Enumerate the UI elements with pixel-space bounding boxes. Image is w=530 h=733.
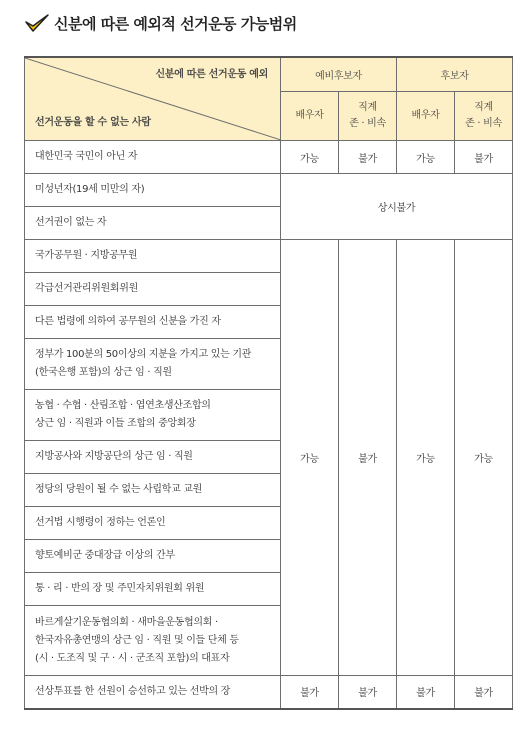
row-label: 선거법 시행령이 정하는 언론인 <box>25 507 281 540</box>
row-label: 향토예비군 중대장급 이상의 간부 <box>25 540 281 573</box>
row-label: 미성년자(19세 미만의 자) <box>25 174 281 207</box>
merged-value-3: 가능 <box>397 240 455 676</box>
row-label: 농협 · 수협 · 산림조합 · 엽연초생산조합의 상근 임 · 직원과 이들 조합의 중앙회장 <box>25 390 281 441</box>
table-row <box>25 141 513 174</box>
row-label: 정부가 100분의 50이상의 지분을 가지고 있는 기관 (한국은행 포함)의 상근 임 · 직원 <box>25 339 281 390</box>
merged-always-prohibited: 상시불가 <box>281 174 513 240</box>
cell-value: 불가 <box>455 676 513 709</box>
header-lineal-1: 직계 존 · 비속 <box>339 92 397 141</box>
row-label: 지방공사와 지방공단의 상근 임 · 직원 <box>25 441 281 474</box>
table-row <box>25 240 513 273</box>
row-label: 대한민국 국민이 아닌 자 <box>25 141 281 174</box>
cell-value: 불가 <box>339 141 397 174</box>
row-label: 선상투표를 한 선원이 승선하고 있는 선박의 장 <box>25 676 281 709</box>
header-lineal-2: 직계 존 · 비속 <box>455 92 513 141</box>
table-row <box>25 676 513 709</box>
checkmark-icon <box>24 12 50 34</box>
header-candidate: 후보자 <box>397 57 513 92</box>
cell-value: 불가 <box>397 676 455 709</box>
cell-value: 가능 <box>397 141 455 174</box>
table-row <box>25 174 513 207</box>
row-label: 선거권이 없는 자 <box>25 207 281 240</box>
header-exception-label: 신분에 따른 선거운동 예외 <box>155 69 268 80</box>
row-label: 바르게살기운동협의회 · 새마을운동협의회 · 한국자유총연맹의 상근 임 · 직원 및 이들 단체 등 (시 · 도조직 및 구 · 시 · 군조직 포함)의 대표자 <box>25 606 281 676</box>
cell-value: 가능 <box>281 141 339 174</box>
cell-value: 불가 <box>281 676 339 709</box>
header-preliminary-candidate: 예비후보자 <box>281 57 397 92</box>
header-spouse-1: 배우자 <box>281 92 339 141</box>
merged-value-1: 가능 <box>281 240 339 676</box>
row-label: 통 · 리 · 반의 장 및 주민자치위원회 위원 <box>25 573 281 606</box>
title-bar <box>24 12 297 34</box>
row-label: 국가공무원 · 지방공무원 <box>25 240 281 273</box>
header-spouse-2: 배우자 <box>397 92 455 141</box>
eligibility-table <box>24 56 513 710</box>
row-label: 각급선거관리위원회위원 <box>25 273 281 306</box>
diagonal-header-cell <box>25 57 281 141</box>
header-restricted-label: 선거운동을 할 수 없는 사람 <box>35 117 151 128</box>
cell-value: 불가 <box>339 676 397 709</box>
merged-value-4: 가능 <box>455 240 513 676</box>
row-label: 정당의 당원이 될 수 없는 사립학교 교원 <box>25 474 281 507</box>
merged-value-2: 불가 <box>339 240 397 676</box>
cell-value: 불가 <box>455 141 513 174</box>
row-label: 다른 법령에 의하여 공무원의 신분을 가진 자 <box>25 306 281 339</box>
page-title: 신분에 따른 예외적 선거운동 가능범위 <box>54 14 297 33</box>
